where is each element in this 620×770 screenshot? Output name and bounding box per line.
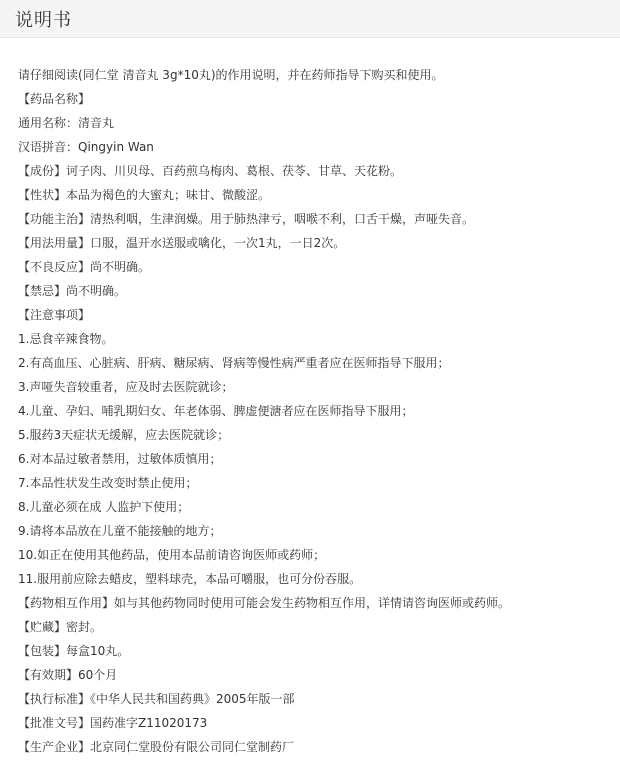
precaution-item: 1.忌食辛辣食物。 — [18, 332, 114, 346]
section-drug-interactions: 【药物相互作用】如与其他药物同时使用可能会发生药物相互作用，详情请咨询医师或药师。 — [18, 596, 511, 610]
section-dosage: 【用法用量】口服，温开水送服或噙化，一次1丸，一日2次。 — [18, 236, 346, 250]
section-appearance: 【性状】本品为褐色的大蜜丸；味甘、微酸涩。 — [18, 188, 271, 202]
intro-text: 请仔细阅读(同仁堂 清音丸 3g*10丸)的作用说明，并在药师指导下购买和使用。 — [18, 68, 444, 82]
section-manufacturer: 【生产企业】北京同仁堂股份有限公司同仁堂制药厂 — [18, 740, 295, 754]
instructions-body — [0, 38, 620, 759]
section-adverse-reactions: 【不良反应】尚不明确。 — [18, 260, 151, 274]
precaution-item: 5.服药3天症状无缓解，应去医院就诊； — [18, 428, 230, 442]
section-storage: 【贮藏】密封。 — [18, 620, 103, 634]
precaution-item: 7.本品性状发生改变时禁止使用； — [18, 476, 198, 490]
header-bar — [0, 0, 620, 38]
section-approval-number: 【批准文号】国药准字Z11020173 — [18, 716, 208, 730]
precaution-item: 9.请将本品放在儿童不能接触的地方； — [18, 524, 222, 538]
section-packaging: 【包装】每盒10丸。 — [18, 644, 130, 658]
section-shelf-life: 【有效期】60个月 — [18, 668, 118, 682]
precaution-item: 4.儿童、孕妇、哺乳期妇女、年老体弱、脾虚便溏者应在医师指导下服用； — [18, 404, 414, 418]
section-indications: 【功能主治】清热利咽，生津润燥。用于肺热津亏，咽喉不利，口舌干燥，声哑失音。 — [18, 212, 475, 226]
precaution-item: 8.儿童必须在成 人监护下使用； — [18, 500, 190, 514]
section-contraindications: 【禁忌】尚不明确。 — [18, 284, 127, 298]
page-title: 说明书 — [15, 9, 72, 31]
section-ingredients: 【成份】诃子肉、川贝母、百药煎乌梅肉、葛根、茯苓、甘草、天花粉。 — [18, 164, 403, 178]
precaution-item: 10.如正在使用其他药品，使用本品前请咨询医师或药师； — [18, 548, 326, 562]
pinyin-name: 汉语拼音：Qingyin Wan — [18, 140, 154, 154]
precaution-item: 11.服用前应除去蜡皮，塑料球壳，本品可嚼服，也可分份吞服。 — [18, 572, 362, 586]
precaution-item: 2.有高血压、心脏病、肝病、糖尿病、肾病等慢性病严重者应在医师指导下服用； — [18, 356, 450, 370]
precaution-item: 3.声哑失音较重者，应及时去医院就诊； — [18, 380, 234, 394]
section-standard: 【执行标准】《中华人民共和国药典》2005年版一部 — [18, 692, 295, 706]
section-drug-name: 【药品名称】 — [18, 92, 91, 106]
generic-name: 通用名称：清音丸 — [18, 116, 115, 130]
section-precautions: 【注意事项】 — [18, 308, 91, 322]
precaution-item: 6.对本品过敏者禁用，过敏体质慎用； — [18, 452, 222, 466]
